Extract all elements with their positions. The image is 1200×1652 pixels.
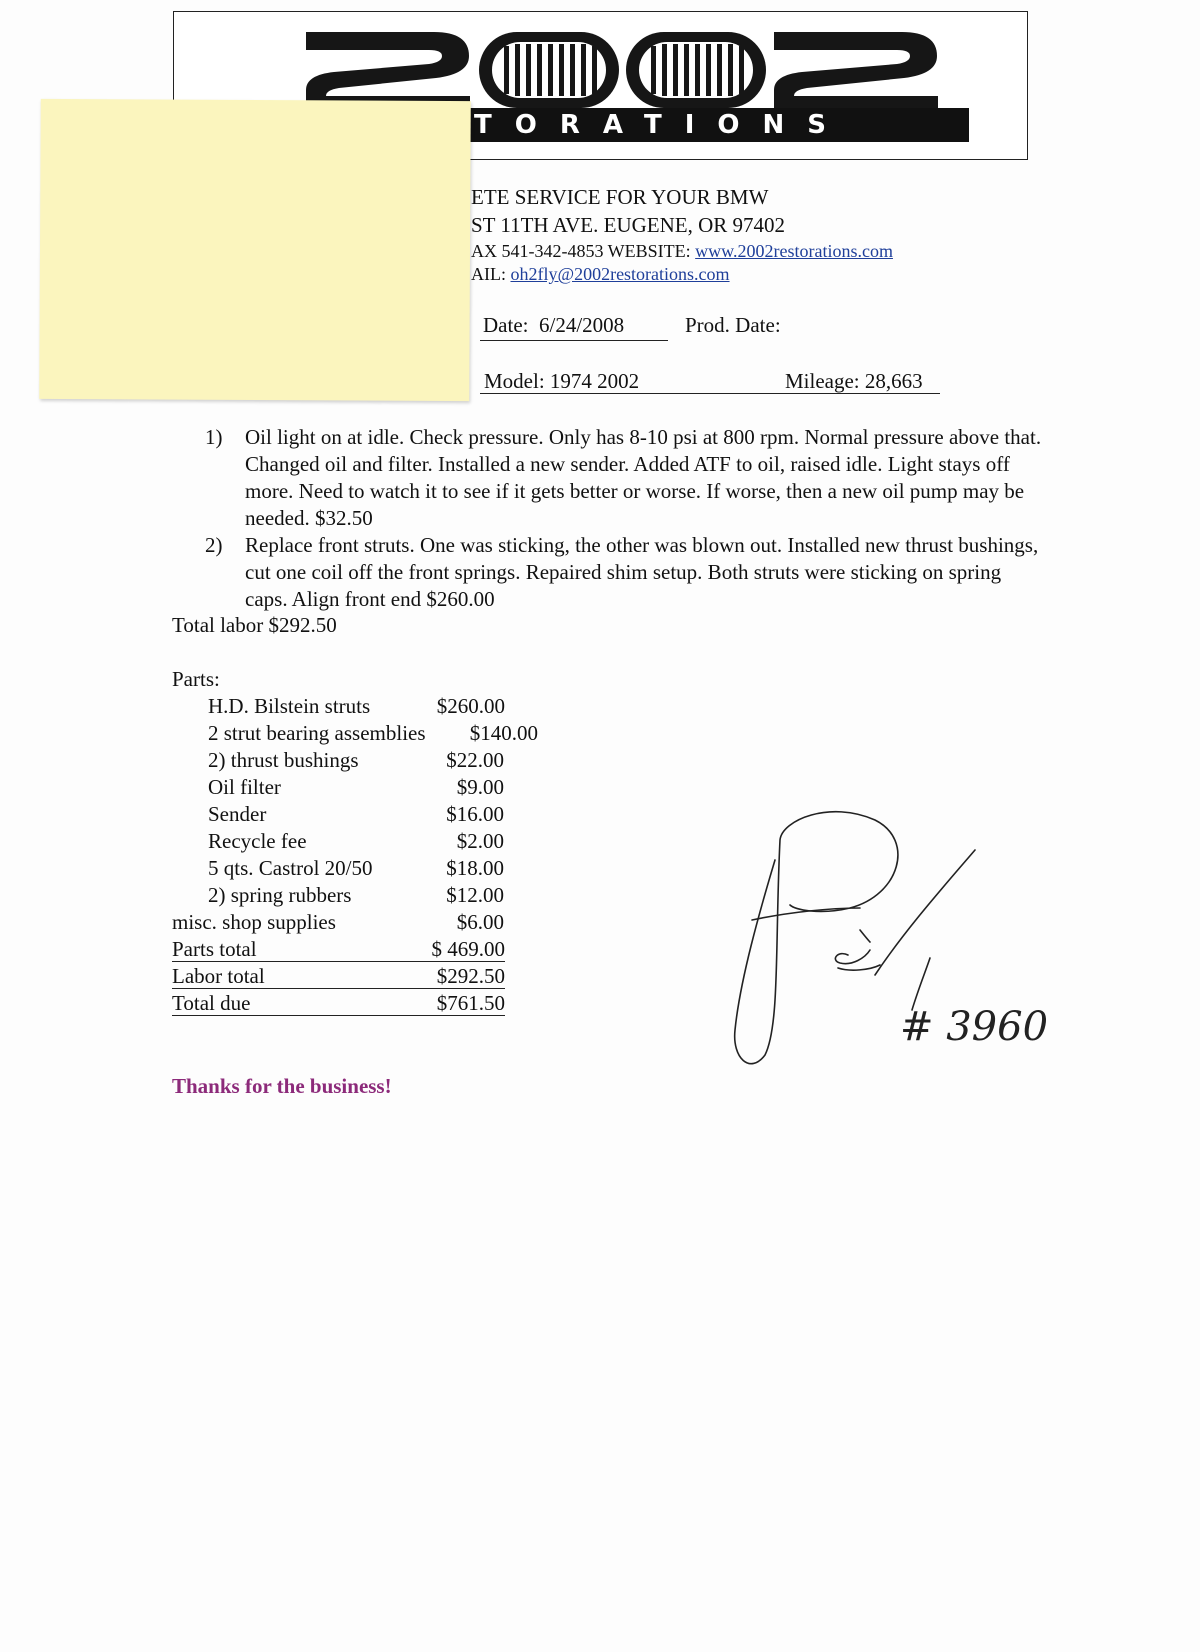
work-item-number: 1) (205, 425, 223, 449)
header-address-line: ST 11TH AVE. EUGENE, OR 97402 (471, 213, 786, 237)
header-fax-line (471, 241, 893, 262)
header-service-line: ETE SERVICE FOR YOUR BMW (471, 185, 769, 209)
labor-total-underline (172, 988, 505, 989)
part-name: Oil filter (208, 775, 281, 799)
part-amount: $2.00 (456, 829, 504, 853)
total-due-underline (172, 1015, 505, 1016)
part-name: misc. shop supplies (172, 910, 336, 934)
header-email-line (471, 264, 730, 285)
model-field (484, 369, 639, 394)
work-item-number: 2) (205, 533, 223, 557)
part-amount: $260.00 (436, 694, 505, 718)
logo-band-text: TORATIONS (474, 110, 849, 140)
total-amount: $ 469.00 (431, 937, 505, 961)
total-label: Total due (172, 991, 251, 1015)
date-underline (480, 340, 668, 341)
part-amount: $16.00 (446, 802, 504, 826)
website-link[interactable]: www.2002restorations.com (695, 241, 893, 261)
work-item-text: Replace front struts. One was sticking, the other was blown out. Installed new thrust bushings, cut one coil off the front springs. Repaired shim setup. Both struts were sticking on spring caps. Align front end $260.00 (245, 533, 1039, 611)
date-field (483, 313, 624, 338)
model-label: Model: (484, 369, 545, 393)
part-amount: $22.00 (446, 748, 504, 772)
parts-total-underline (172, 961, 505, 962)
signature-graphic (720, 800, 1120, 1080)
sticky-note (39, 99, 471, 401)
total-label: Parts total (172, 937, 257, 961)
part-amount: $12.00 (446, 883, 504, 907)
work-item (205, 424, 1045, 532)
work-item (205, 532, 1045, 613)
logo-digit-2 (306, 32, 470, 108)
header-email-label: AIL: (471, 264, 511, 284)
part-name: 2) spring rubbers (208, 883, 352, 907)
mileage-label: Mileage: (785, 369, 860, 393)
part-name: Recycle fee (208, 829, 307, 853)
part-amount: $18.00 (446, 856, 504, 880)
email-link[interactable]: oh2fly@2002restorations.com (510, 264, 730, 284)
parts-title: Parts: (172, 667, 220, 691)
work-item-text: Oil light on at idle. Check pressure. Only has 8-10 psi at 800 rpm. Normal pressure above that. Changed oil and filter. Installed a new sender. Added ATF to oil, raised idle. Light stays off more. Need to watch it to see if it gets better or worse. If worse, then a new oil pump may be needed. $32.50 (245, 425, 1042, 530)
part-name: 2 strut bearing assemblies (208, 721, 426, 745)
part-name: 2) thrust bushings (208, 748, 359, 772)
part-name: 5 qts. Castrol 20/50 (208, 856, 373, 880)
logo-digit-2-last (774, 32, 938, 108)
mileage-value: 28,663 (864, 369, 923, 393)
part-amount: $140.00 (469, 721, 538, 745)
logo-grille-2 (626, 32, 766, 108)
work-items (205, 424, 1045, 613)
part-name: H.D. Bilstein struts (208, 694, 371, 718)
total-amount: $292.50 (436, 964, 505, 988)
model-underline (480, 393, 940, 394)
date-label: Date: (483, 313, 529, 337)
total-amount: $761.50 (436, 991, 505, 1015)
date-value: 6/24/2008 (538, 313, 625, 337)
logo-grille-1 (479, 32, 619, 108)
header-fax-text: AX 541-342-4853 WEBSITE: (471, 241, 696, 261)
prod-date-label: Prod. Date: (685, 313, 781, 337)
total-labor-line: Total labor $292.50 (172, 613, 337, 637)
part-amount: $6.00 (456, 910, 504, 934)
model-value: 1974 2002 (549, 369, 640, 393)
mileage-field (785, 369, 923, 394)
thanks-message: Thanks for the business! (172, 1074, 392, 1098)
part-amount: $9.00 (456, 775, 504, 799)
signature-number: # 3960 (900, 1004, 1049, 1050)
part-name: Sender (208, 802, 267, 826)
total-label: Labor total (172, 964, 265, 988)
